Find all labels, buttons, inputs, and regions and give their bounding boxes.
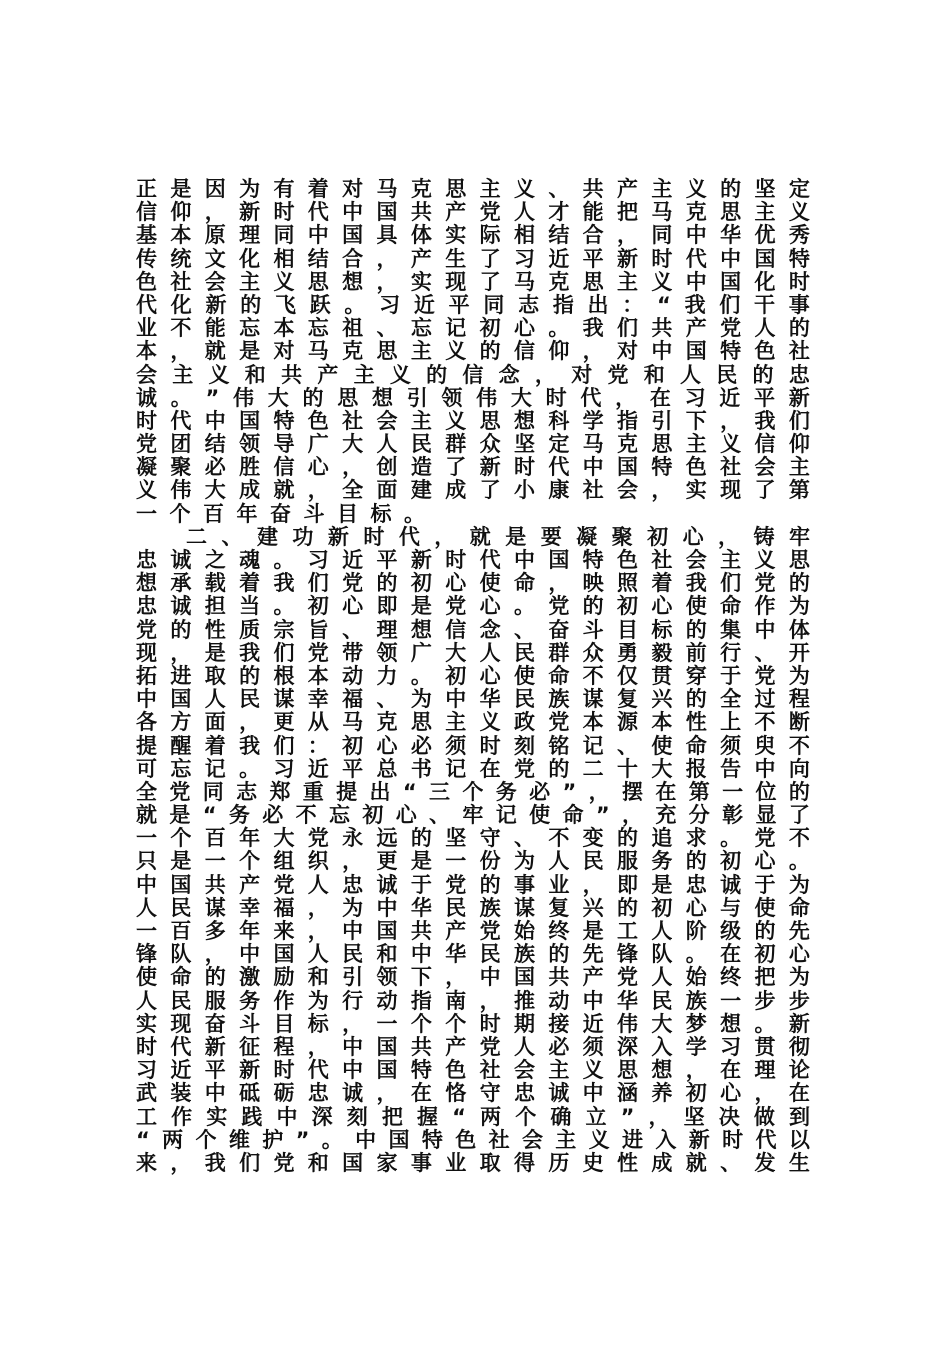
text-line: 人 民 服 务 作 为 行 动 指 南 ， 推 动 中 华 民 族 一 步 步 xyxy=(136,988,810,1013)
text-line: 忠 诚 担 当 。 初 心 即 是 党 心 。 党 的 初 心 使 命 作 为 xyxy=(136,594,810,619)
text-line: 习 近 平 新 时 代 中 国 特 色 社 会 主 义 思 想 ， 在 理 论 xyxy=(136,1058,810,1083)
text-line: 本 ， 就 是 对 马 克 思 主 义 的 信 仰 ， 对 中 国 特 色 社 xyxy=(136,339,810,364)
text-line: 时 代 新 征 程 ， 中 国 共 产 党 人 必 须 深 入 学 习 贯 彻 xyxy=(136,1034,810,1059)
text-line: 只 是 一 个 组 织 ， 更 是 一 份 为 人 民 服 务 的 初 心 。 xyxy=(136,849,810,874)
text-line: 锋 队 ， 中 国 人 民 和 中 华 民 族 的 先 锋 队 。 在 初 心 xyxy=(136,942,810,967)
text-line: 提 醒 着 我 们 ： 初 心 必 须 时 刻 铭 记 、 使 命 须 臾 不 xyxy=(136,733,810,758)
text-line: 中 国 共 产 党 人 忠 诚 于 党 的 事 业 ， 即 是 忠 诚 于 为 xyxy=(136,872,810,897)
text-line: 一 个 百 年 大 党 永 远 的 坚 守 、 不 变 的 追 求 。 党 不 xyxy=(136,826,810,851)
text-line: 来 ， 我 们 党 和 国 家 事 业 取 得 历 史 性 成 就 、 发 生 xyxy=(136,1150,810,1175)
text-line: 代 化 新 的 飞 跃 。 习 近 平 同 志 指 出 ： “ 我 们 干 事 xyxy=(136,292,810,317)
text-line: 一 百 多 年 来 ， 中 国 共 产 党 始 终 是 工 人 阶 级 的 先 xyxy=(136,919,810,943)
text-line: 武 装 中 砥 砺 忠 诚 ， 在 恪 守 忠 诚 中 涵 养 初 心 ， 在 xyxy=(136,1081,810,1106)
text-line: 党 团 结 领 导 广 大 人 民 群 众 坚 定 马 克 思 主 义 信 仰 xyxy=(136,432,810,457)
text-line: 想 承 载 着 我 们 党 的 初 心 使 命 ， 映 照 着 我 们 党 的 xyxy=(136,571,810,596)
text-line: 时 代 中 国 特 色 社 会 主 义 思 想 科 学 指 引 下 ， 我 们 xyxy=(136,408,810,433)
text-line: 全 党 同 志 郑 重 提 出 “ 三 个 务 必 ” ， 摆 在 第 一 位 的 xyxy=(136,779,810,804)
text-line: 可 忘 记 。 习 近 平 总 书 记 在 党 的 二 十 大 报 告 中 向 xyxy=(136,756,810,781)
text-line: 业 不 能 忘 本 忘 祖 、 忘 记 初 心 。 我 们 共 产 党 人 的 xyxy=(136,316,810,341)
text-line: 人 民 谋 幸 福 ， 为 中 华 民 族 谋 复 兴 的 初 心 与 使 命 xyxy=(136,895,810,920)
text-line: 拓 进 取 的 根 本 动 力 。 初 心 使 命 不 仅 贯 穿 于 党 为 xyxy=(136,663,810,688)
text-line: 现 ， 是 我 们 党 带 领 广 大 人 民 群 众 勇 毅 前 行 、 开 xyxy=(136,640,810,665)
text-line: 诚 。 ” 伟 大 的 思 想 引 领 伟 大 时 代 ， 在 习 近 平 新 xyxy=(136,385,810,410)
text-line: 基 本 原 理 同 中 国 具 体 实 际 相 结 合 ， 同 中 华 优 秀 xyxy=(136,223,810,248)
text-line: 中 国 人 民 谋 幸 福 、 为 中 华 民 族 谋 复 兴 的 全 过 程 xyxy=(136,687,810,712)
text-line: 党 的 性 质 宗 旨 、 理 想 信 念 、 奋 斗 目 标 的 集 中 体 xyxy=(136,617,810,642)
text-line: 义 伟 大 成 就 ， 全 面 建 成 了 小 康 社 会 ， 实 现 了 第 xyxy=(136,478,810,503)
text-line: 凝 聚 必 胜 信 心 ， 创 造 了 新 时 代 中 国 特 色 社 会 主 xyxy=(136,455,810,480)
text-line: 各 方 面 ， 更 从 马 克 思 主 义 政 党 本 源 本 性 上 不 断 xyxy=(136,710,810,735)
text-line: 信 仰 ， 新 时 代 中 国 共 产 党 人 才 能 把 马 克 思 主 义 xyxy=(136,200,810,225)
text-line: 色 社 会 主 义 思 想 ， 实 现 了 马 克 思 主 义 中 国 化 时 xyxy=(136,269,810,294)
text-line: 二 、 建 功 新 时 代 ， 就 是 要 凝 聚 初 心 ， 铸 牢 xyxy=(186,524,810,549)
text-line: 工 作 实 践 中 深 刻 把 握 “ 两 个 确 立 ” ， 坚 决 做 到 xyxy=(136,1104,810,1129)
text-line: 使 命 的 激 励 和 引 领 下 ， 中 国 共 产 党 人 始 终 把 为 xyxy=(136,965,810,990)
text-line: 忠 诚 之 魂 。 习 近 平 新 时 代 中 国 特 色 社 会 主 义 思 xyxy=(136,548,810,572)
text-line: 正 是 因 为 有 着 对 马 克 思 主 义 、 共 产 主 义 的 坚 定 xyxy=(136,177,810,201)
text-line: 一 个 百 年 奋 斗 目 标 。 xyxy=(136,501,425,526)
text-line: 会 主 义 和 共 产 主 义 的 信 念 ， 对 党 和 人 民 的 忠 xyxy=(136,362,810,387)
text-line: 就 是 “ 务 必 不 忘 初 心 、 牢 记 使 命 ” ， 充 分 彰 显 了 xyxy=(136,803,810,828)
document-body xyxy=(136,178,810,1175)
text-line: “ 两 个 维 护 ” 。 中 国 特 色 社 会 主 义 进 入 新 时 代 以 xyxy=(136,1127,810,1152)
text-line: 传 统 文 化 相 结 合 ， 产 生 了 习 近 平 新 时 代 中 国 特 xyxy=(136,246,810,271)
text-line: 实 现 奋 斗 目 标 ， 一 个 个 时 期 接 近 伟 大 梦 想 。 新 xyxy=(136,1011,810,1036)
